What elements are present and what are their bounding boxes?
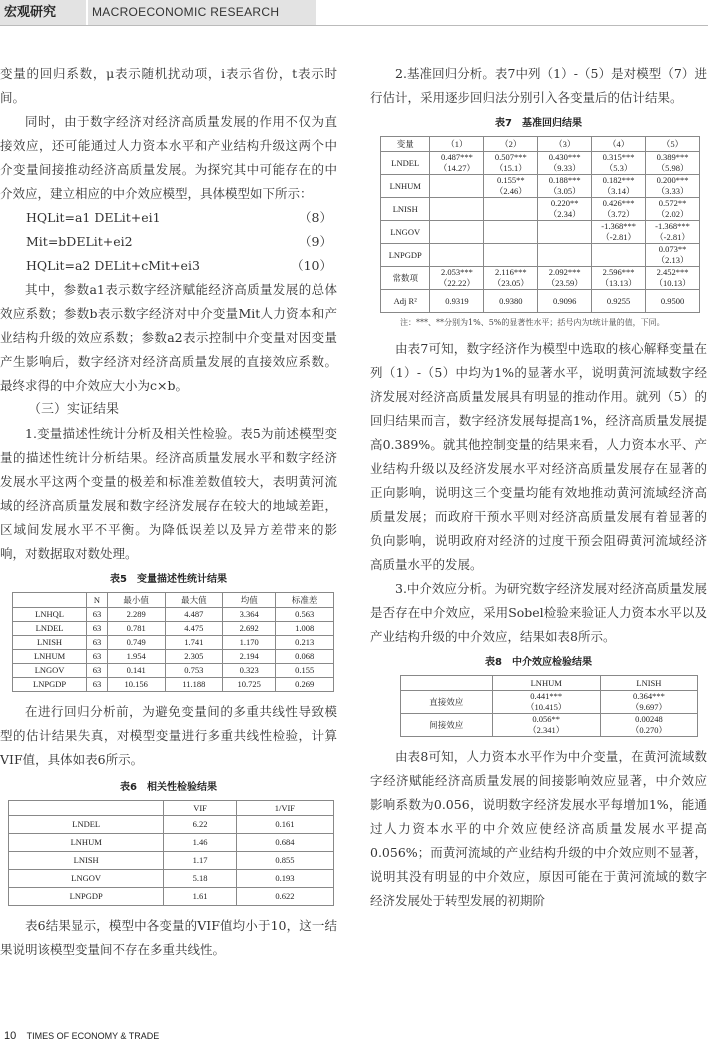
table-cell xyxy=(538,244,592,267)
column-header xyxy=(401,676,493,691)
table-cell: 0.426*** （3.72） xyxy=(592,198,646,221)
column-header: 最小值 xyxy=(107,593,165,608)
table-cell: 0.684 xyxy=(236,834,333,852)
table-cell: 0.572** （2.02） xyxy=(646,198,700,221)
table-cell: 2.116*** （23.05） xyxy=(484,267,538,290)
table-cell: LNGOV xyxy=(13,664,87,678)
table-row xyxy=(381,290,700,313)
table-cell: 0.00248 （0.270） xyxy=(600,714,697,737)
table-cell: 0.269 xyxy=(276,678,334,692)
table-cell: 0.315*** （5.3） xyxy=(592,152,646,175)
page-header xyxy=(0,0,708,26)
table-cell: -1.368*** （-2.81） xyxy=(646,221,700,244)
table-cell: 0.220** （2.34） xyxy=(538,198,592,221)
table-cell: 0.213 xyxy=(276,636,334,650)
table-cell: LNISH xyxy=(13,636,87,650)
table-cell: 0.753 xyxy=(165,664,223,678)
left-column xyxy=(0,62,337,962)
journal-name: TIMES OF ECONOMY & TRADE xyxy=(26,1031,160,1041)
table-cell xyxy=(430,221,484,244)
table-cell: 0.9096 xyxy=(538,290,592,313)
paragraph: 在进行回归分析前，为避免变量间的多重共线性导致模型的估计结果失真，对模型变量进行多重共线性检验，计算VIF值，具体如表6所示。 xyxy=(0,704,337,767)
table-cell: 0.507*** （15.1） xyxy=(484,152,538,175)
column-header: 最大值 xyxy=(165,593,223,608)
table-cell: 11.188 xyxy=(165,678,223,692)
table8-caption: 表8 中介效应检验结果 xyxy=(485,657,592,668)
table-cell: LNPGDP xyxy=(13,678,87,692)
table-cell: 1.954 xyxy=(107,650,165,664)
table-cell: LNDEL xyxy=(9,816,164,834)
table-row xyxy=(381,267,700,290)
table-cell xyxy=(430,198,484,221)
table-cell: 0.430*** （9.33） xyxy=(538,152,592,175)
table-row xyxy=(381,244,700,267)
table-cell: 2.053*** （22.22） xyxy=(430,267,484,290)
column-header: 均值 xyxy=(223,593,276,608)
table-cell: -1.368*** （-2.81） xyxy=(592,221,646,244)
table-cell: 10.156 xyxy=(107,678,165,692)
equation-10 xyxy=(0,254,337,278)
paragraph: 3.中介效应分析。为研究数字经济发展对经济高质量发展是否存在中介效应，采用Sobel检验来验证人力资本水平以及产业结构升级的中介效应，结果如表8所示。 xyxy=(370,581,707,644)
table-cell: 0.155** （2.46） xyxy=(484,175,538,198)
table-row xyxy=(9,816,334,834)
table-cell xyxy=(484,198,538,221)
equation-number: （8） xyxy=(299,210,332,225)
right-column xyxy=(370,62,707,913)
table-cell: 间接效应 xyxy=(401,714,493,737)
column-header: （3） xyxy=(538,137,592,152)
table-cell: 1.741 xyxy=(165,636,223,650)
paragraph: 1.变量描述性统计分析及相关性检验。表5为前述模型变量的描述性统计分析结果。经济高质量发展水平和数字经济发展水平这两个变量的极差和标准差数值较大，表明黄河流域的经济高质量发展和数字经济发展存在较大的地域差距，区域间发展水平不平衡。为降低误差以及异方差带来的影响，对数据取对数处理。 xyxy=(0,426,337,561)
table-cell: 0.182*** （3.14） xyxy=(592,175,646,198)
table-cell xyxy=(430,175,484,198)
table5-caption: 表5 变量描述性统计结果 xyxy=(110,574,227,585)
table-cell: 2.452*** （10.13） xyxy=(646,267,700,290)
table-cell: 0.056** （2.341） xyxy=(492,714,600,737)
table-cell: 1.17 xyxy=(164,852,236,870)
table-cell: 63 xyxy=(87,622,108,636)
equation-text: HQLit=a1 DELit+ei1 xyxy=(26,210,161,225)
table-cell: 4.475 xyxy=(165,622,223,636)
table-cell: 4.487 xyxy=(165,608,223,622)
table-cell: 2.692 xyxy=(223,622,276,636)
paragraph: 2.基准回归分析。表7中列（1）-（5）是对模型（7）进行估计，采用逐步回归法分别引入各变量后的估计结果。 xyxy=(370,66,707,105)
table-cell: LNGOV xyxy=(9,870,164,888)
table-cell: 0.9500 xyxy=(646,290,700,313)
equation-text: HQLit=a2 DELit+cMit+ei3 xyxy=(26,258,200,273)
table-header-row xyxy=(381,137,700,152)
table6-caption: 表6 相关性检验结果 xyxy=(120,782,217,793)
table-cell: 0.068 xyxy=(276,650,334,664)
table-cell: 0.193 xyxy=(236,870,333,888)
table-cell: 1.61 xyxy=(164,888,236,906)
table-cell: 0.441*** （10.415） xyxy=(492,691,600,714)
table-cell: 2.596*** （13.13） xyxy=(592,267,646,290)
table-cell: LNGOV xyxy=(381,221,430,244)
column-header: （5） xyxy=(646,137,700,152)
table-row xyxy=(9,852,334,870)
table-cell: LNDEL xyxy=(13,622,87,636)
column-header: 1/VIF xyxy=(236,801,333,816)
table-cell: 2.092*** （23.59） xyxy=(538,267,592,290)
table-row xyxy=(381,152,700,175)
header-rule xyxy=(0,25,708,26)
table-cell: 2.289 xyxy=(107,608,165,622)
table-cell: 0.141 xyxy=(107,664,165,678)
table-cell: 0.155 xyxy=(276,664,334,678)
equation-9 xyxy=(0,230,337,254)
table-cell: LNDEL xyxy=(381,152,430,175)
table-cell xyxy=(538,221,592,244)
table-cell: 63 xyxy=(87,678,108,692)
table-cell xyxy=(484,221,538,244)
page-number: 10 xyxy=(4,1030,17,1042)
table-cell: Adj R² xyxy=(381,290,430,313)
section-label-en: MACROECONOMIC RESEARCH xyxy=(88,0,316,25)
table-row xyxy=(9,888,334,906)
table-cell xyxy=(430,244,484,267)
table7 xyxy=(380,136,700,313)
table-cell: LNHUM xyxy=(9,834,164,852)
table-cell: LNISH xyxy=(381,198,430,221)
column-header: 变量 xyxy=(381,137,430,152)
table-cell: 2.194 xyxy=(223,650,276,664)
table-cell: 直接效应 xyxy=(401,691,493,714)
equation-number: （9） xyxy=(299,234,332,249)
table7-caption: 表7 基准回归结果 xyxy=(495,118,582,129)
column-header: （1） xyxy=(430,137,484,152)
table-cell: 10.725 xyxy=(223,678,276,692)
table-row xyxy=(381,221,700,244)
table-cell: 0.749 xyxy=(107,636,165,650)
table-cell: 常数项 xyxy=(381,267,430,290)
table-cell: 0.188*** （3.05） xyxy=(538,175,592,198)
table-cell: 5.18 xyxy=(164,870,236,888)
table-row xyxy=(13,608,334,622)
table-cell: 0.563 xyxy=(276,608,334,622)
table7-note: 注：***、**分别为1%、5%的显著性水平；括号内为t统计量的值，下同。 xyxy=(400,318,665,327)
paragraph: 变量的回归系数，μ表示随机扰动项，i表示省份，t表示时间。 xyxy=(0,66,337,105)
equation-number: （10） xyxy=(291,258,332,273)
table-row xyxy=(401,714,698,737)
table-cell: 0.487*** （14.27） xyxy=(430,152,484,175)
table-row xyxy=(9,834,334,852)
paragraph: 表6结果显示，模型中各变量的VIF值均小于10，这一结果说明该模型变量间不存在多重共线性。 xyxy=(0,918,337,957)
table-row xyxy=(9,870,334,888)
table-header-row xyxy=(9,801,334,816)
section-label-cn: 宏观研究 xyxy=(0,0,86,25)
column-header: （2） xyxy=(484,137,538,152)
table6 xyxy=(8,800,334,906)
table-row xyxy=(13,650,334,664)
table8 xyxy=(400,675,698,737)
table-cell: 63 xyxy=(87,636,108,650)
table-cell: 0.781 xyxy=(107,622,165,636)
table-row xyxy=(13,622,334,636)
table-cell: 63 xyxy=(87,608,108,622)
table-cell: LNHQL xyxy=(13,608,87,622)
table-cell: LNISH xyxy=(9,852,164,870)
table-cell: 3.364 xyxy=(223,608,276,622)
table-cell: 1.008 xyxy=(276,622,334,636)
column-header: 标准差 xyxy=(276,593,334,608)
table-cell: 1.46 xyxy=(164,834,236,852)
table-cell: 2.305 xyxy=(165,650,223,664)
table-cell: 0.161 xyxy=(236,816,333,834)
equation-8 xyxy=(0,206,337,230)
table-row xyxy=(13,664,334,678)
table-cell: LNPGDP xyxy=(381,244,430,267)
table-row xyxy=(13,678,334,692)
column-header: LNHUM xyxy=(492,676,600,691)
section-heading: （三）实证结果 xyxy=(28,402,120,417)
paragraph: 同时，由于数字经济对经济高质量发展的作用不仅为直接效应，还可能通过人力资本水平和产业结构升级这两个中介变量间接推动经济高质量发展。为探究其中可能存在的中介效应，建立相应的中介效应模型，具体模型如下所示： xyxy=(0,114,337,201)
table-cell: 63 xyxy=(87,650,108,664)
column-header: N xyxy=(87,593,108,608)
table-cell: 0.622 xyxy=(236,888,333,906)
table-cell: 0.9380 xyxy=(484,290,538,313)
table-cell: 0.389*** （5.98） xyxy=(646,152,700,175)
column-header: （4） xyxy=(592,137,646,152)
table5 xyxy=(12,592,334,692)
column-header: VIF xyxy=(164,801,236,816)
table-cell: 0.855 xyxy=(236,852,333,870)
table-header-row xyxy=(13,593,334,608)
table-row xyxy=(381,198,700,221)
page-footer xyxy=(4,1030,159,1042)
table-header-row xyxy=(401,676,698,691)
table-cell: 0.073** （2.13） xyxy=(646,244,700,267)
table-cell: 0.9255 xyxy=(592,290,646,313)
table-cell xyxy=(592,244,646,267)
column-header: LNISH xyxy=(600,676,697,691)
column-header xyxy=(9,801,164,816)
paragraph: 其中，参数a1表示数字经济赋能经济高质量发展的总体效应系数；参数b表示数字经济对中介变量Mit人力资本和产业结构升级的效应系数；参数a2表示控制中介变量对因变量产生影响后，数字经济对经济高质量发展的直接效应系数。最终求得的中介效应大小为c×b。 xyxy=(0,282,337,393)
table-row xyxy=(381,175,700,198)
equation-text: Mit=bDELit+ei2 xyxy=(26,234,133,249)
table-cell: 63 xyxy=(87,664,108,678)
table-cell: LNHUM xyxy=(381,175,430,198)
table-cell: 0.9319 xyxy=(430,290,484,313)
table-cell: 0.323 xyxy=(223,664,276,678)
paragraph: 由表8可知，人力资本水平作为中介变量，在黄河流域数字经济赋能经济高质量发展的间接影响效应显著，中介效应影响系数为0.056，说明数字经济发展水平每增加1%，能通过人力资本水平的中介效应使经济高质量发展水平提高0.056%；而黄河流域的产业结构升级的中介效应则不显著，说明其没有明显的中介效应，原因可能在于黄河流域的数字经济发展处于转型发展的初期阶 xyxy=(370,749,707,908)
table-row xyxy=(401,691,698,714)
table-cell: 0.364*** （9.697） xyxy=(600,691,697,714)
table-cell: 1.170 xyxy=(223,636,276,650)
table-cell: LNHUM xyxy=(13,650,87,664)
table-cell: LNPGDP xyxy=(9,888,164,906)
paragraph: 由表7可知，数字经济作为模型中选取的核心解释变量在列（1）-（5）中均为1%的显著水平，说明黄河流域数字经济发展对经济高质量发展具有明显的推动作用。就列（5）的回归结果而言，数字经济发展每提高1%，经济高质量发展提高0.389%。就其他控制变量的结果来看，人力资本水平、产业结构升级以及经济发展水平对经济高质量发展存在显著的正向影响，说明这三个变量均能有效地推动黄河流域经济高质量发展；而政府干预水平则对经济高质量发展有着显著的负向影响，说明政府对经济的过度干预会阻碍黄河流域经济高质量水平的发展。 xyxy=(370,341,707,572)
table-cell: 6.22 xyxy=(164,816,236,834)
table-row xyxy=(13,636,334,650)
table-cell: 0.200*** （3.33） xyxy=(646,175,700,198)
column-header xyxy=(13,593,87,608)
table-cell xyxy=(484,244,538,267)
